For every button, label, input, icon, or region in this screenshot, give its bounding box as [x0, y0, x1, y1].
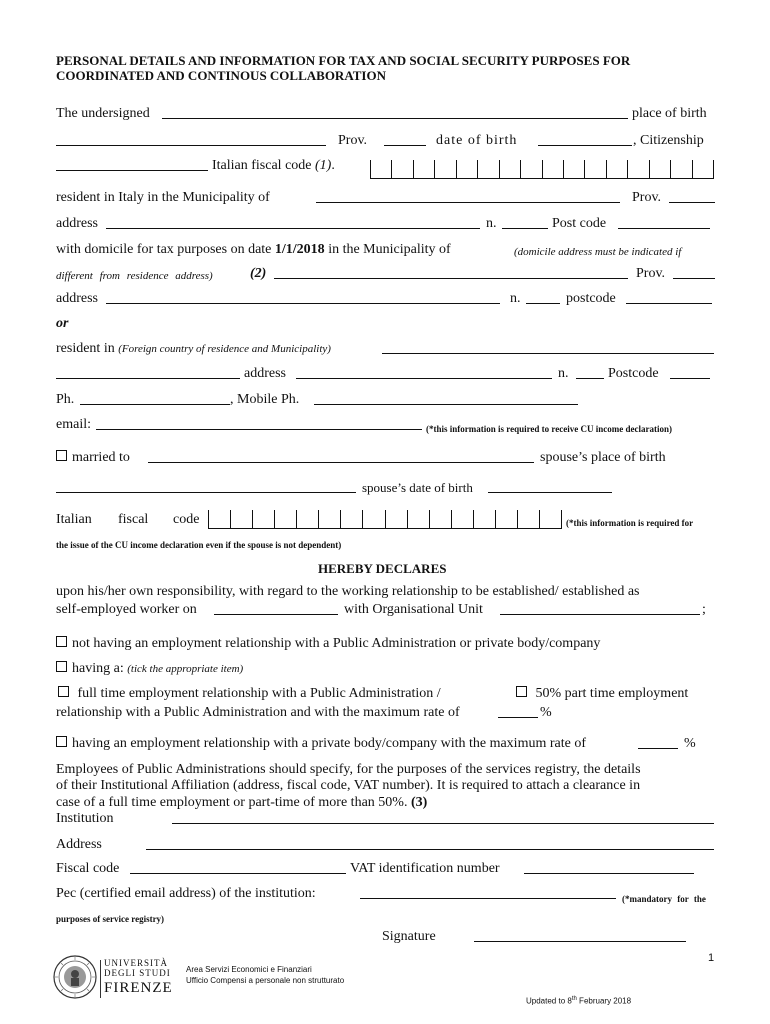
university-seal-icon — [52, 954, 98, 1000]
pec-field[interactable] — [360, 898, 616, 899]
domicile-date: 1/1/2018 — [274, 242, 325, 257]
address-field[interactable] — [106, 228, 480, 229]
postcode2-field[interactable] — [626, 303, 712, 304]
institution-label: Institution — [56, 811, 114, 826]
place-of-birth-label: place of birth — [632, 106, 707, 121]
n-label: n. — [486, 216, 497, 231]
domicile-note2: different from residence address) — [56, 270, 213, 282]
address3-field[interactable] — [296, 378, 552, 379]
n2-label: n. — [510, 291, 521, 306]
no-employment-checkbox[interactable] — [56, 636, 67, 647]
address4-label: Address — [56, 837, 102, 852]
form-title-line2: COORDINATED AND CONTINOUS COLLABORATION — [56, 68, 386, 83]
n2-field[interactable] — [526, 303, 560, 304]
pec-note2: purposes of service registry) — [56, 914, 165, 924]
signature-field[interactable] — [474, 941, 686, 942]
or-label: or — [56, 316, 69, 331]
office-line2: Ufficio Compensi a personale non strutturato — [186, 976, 345, 985]
prov3-label: Prov. — [636, 266, 666, 281]
code-word: code — [173, 512, 200, 527]
prov3-field[interactable] — [673, 278, 715, 279]
employees-line1: Employees of Public Administrations should specify, for the purposes of the services registry, the details — [56, 762, 641, 777]
full-time-checkbox[interactable] — [58, 686, 69, 697]
address2-label: address — [56, 291, 98, 306]
married-checkbox[interactable] — [56, 450, 67, 461]
postcode3-label: Postcode — [608, 366, 659, 381]
address2-field[interactable] — [106, 303, 500, 304]
undersigned-field[interactable] — [162, 118, 628, 119]
logo-line2: DEGLI STUDI — [104, 968, 171, 978]
option-private: having an employment relationship with a private body/company with the maximum rate of — [56, 736, 586, 752]
employees-line3: case of a full time employment or part-time of more than 50%. (3) — [56, 795, 428, 810]
undersigned-label: The undersigned — [56, 106, 150, 121]
percent-sign: % — [540, 705, 552, 720]
foreign-municipality-field[interactable] — [56, 378, 240, 379]
married-to-field[interactable] — [148, 462, 534, 463]
employees-ref: (3) — [410, 795, 428, 810]
post-code-label: Post code — [552, 216, 607, 231]
place-of-birth-field[interactable] — [56, 145, 326, 146]
post-code-field[interactable] — [618, 228, 710, 229]
logo-line3: FIRENZE — [104, 980, 173, 996]
institution-field[interactable] — [172, 823, 714, 824]
hereby-declares-heading: HEREBY DECLARES — [318, 561, 447, 576]
domicile-note: (domicile address must be indicated if — [514, 246, 682, 258]
part-time-checkbox[interactable] — [516, 686, 527, 697]
page-number: 1 — [708, 952, 715, 964]
municipality-field[interactable] — [316, 202, 620, 203]
mobile-field[interactable] — [314, 404, 578, 405]
prov-label: Prov. — [338, 133, 368, 148]
logo-line1: UNIVERSITÀ — [104, 958, 168, 968]
vat-field[interactable] — [524, 873, 694, 874]
date-of-birth-field[interactable] — [538, 145, 632, 146]
domicile-municipality-field[interactable] — [274, 278, 628, 279]
postcode2-label: postcode — [566, 291, 616, 306]
upon-line2a: self-employed worker on — [56, 602, 197, 617]
fiscal-code-cells[interactable] — [370, 160, 714, 179]
ph-label: Ph. — [56, 392, 75, 407]
option-full-time: full time employment relationship with a Public Administration / — [56, 686, 441, 702]
self-employed-date-field[interactable] — [214, 614, 338, 615]
upon-line1: upon his/her own responsibility, with regard to the working relationship to be established/ established as — [56, 584, 640, 599]
vat-label: VAT identification number — [350, 861, 500, 876]
n3-field[interactable] — [576, 378, 604, 379]
spouse-dob-field[interactable] — [488, 492, 612, 493]
resident-in-label: resident in (Foreign country of residence and Municipality) — [56, 341, 331, 356]
option-no-employment: not having an employment relationship with a Public Administration or private body/company — [56, 636, 600, 652]
italian-word: Italian — [56, 512, 92, 527]
updated-note: Updated to 8th February 2018 — [526, 996, 632, 1006]
citizenship-label: , Citizenship — [633, 133, 704, 148]
pec-label: Pec (certified email address) of the institution: — [56, 886, 316, 901]
spouse-dob-label: spouse’s date of birth — [362, 480, 473, 495]
prov-field[interactable] — [384, 145, 426, 146]
domicile-ref: (2) — [250, 266, 267, 281]
foreign-residence-field[interactable] — [382, 353, 714, 354]
married-row: married to — [56, 450, 130, 466]
private-max-rate-field[interactable] — [638, 748, 678, 749]
office-line1: Area Servizi Economici e Finanziari — [186, 965, 312, 974]
prov2-label: Prov. — [632, 190, 662, 205]
percent-sign-2: % — [684, 736, 696, 751]
address-label: address — [56, 216, 98, 231]
employees-line2: of their Institutional Affiliation (address, fiscal code, VAT number). It is required to attach a clearance in — [56, 778, 641, 793]
prov2-field[interactable] — [669, 202, 715, 203]
max-rate-field[interactable] — [498, 717, 538, 718]
spouse-note: (*this information is required for — [566, 518, 694, 528]
form-title-line1: PERSONAL DETAILS AND INFORMATION FOR TAX AND SOCIAL SECURITY PURPOSES FOR — [56, 53, 631, 68]
institution-fiscal-code-field[interactable] — [130, 873, 346, 874]
email-field[interactable] — [96, 429, 422, 430]
domicile-line: with domicile for tax purposes on date 1/1/2018 in the Municipality of — [56, 242, 451, 257]
private-checkbox[interactable] — [56, 736, 67, 747]
address3-label: address — [244, 366, 286, 381]
mobile-label: , Mobile Ph. — [230, 392, 300, 407]
ph-field[interactable] — [80, 404, 230, 405]
spouse-fiscal-code-cells[interactable] — [208, 510, 562, 529]
option-part-time: 50% part time employment — [516, 686, 688, 702]
foreign-note: (Foreign country of residence and Municipality) — [118, 343, 331, 355]
institution-address-field[interactable] — [146, 849, 714, 850]
spouse-note2: the issue of the CU income declaration even if the spouse is not dependent) — [56, 540, 342, 550]
fiscal-code-ref: (1) — [315, 158, 332, 173]
upon-line2c: ; — [702, 602, 706, 617]
fiscal-code-label: Fiscal code — [56, 861, 120, 876]
option-having: having a: (tick the appropriate item) — [56, 661, 243, 677]
upon-line2b: with Organisational Unit — [344, 602, 483, 617]
email-note: (*this information is required to receive CU income declaration) — [426, 424, 672, 434]
organisational-unit-field[interactable] — [500, 614, 700, 615]
citizenship-field[interactable] — [56, 170, 208, 171]
postcode3-field[interactable] — [670, 378, 710, 379]
n-field[interactable] — [502, 228, 548, 229]
spouse-place-field[interactable] — [56, 492, 356, 493]
italian-fiscal-code-label: Italian fiscal code (1). — [212, 158, 335, 173]
signature-label: Signature — [382, 929, 436, 944]
email-label: email: — [56, 417, 91, 432]
having-checkbox[interactable] — [56, 661, 67, 672]
spouse-place-label: spouse’s place of birth — [540, 450, 666, 465]
having-note: (tick the appropriate item) — [127, 663, 244, 675]
fiscal-word: fiscal — [118, 512, 149, 527]
n3-label: n. — [558, 366, 569, 381]
resident-italy-label: resident in Italy in the Municipality of — [56, 190, 270, 205]
pec-note: (*mandatory for the — [622, 894, 706, 904]
logo-divider — [100, 960, 101, 998]
option-full-time2: relationship with a Public Administration and with the maximum rate of — [56, 705, 460, 720]
date-of-birth-label: date of birth — [436, 133, 518, 148]
